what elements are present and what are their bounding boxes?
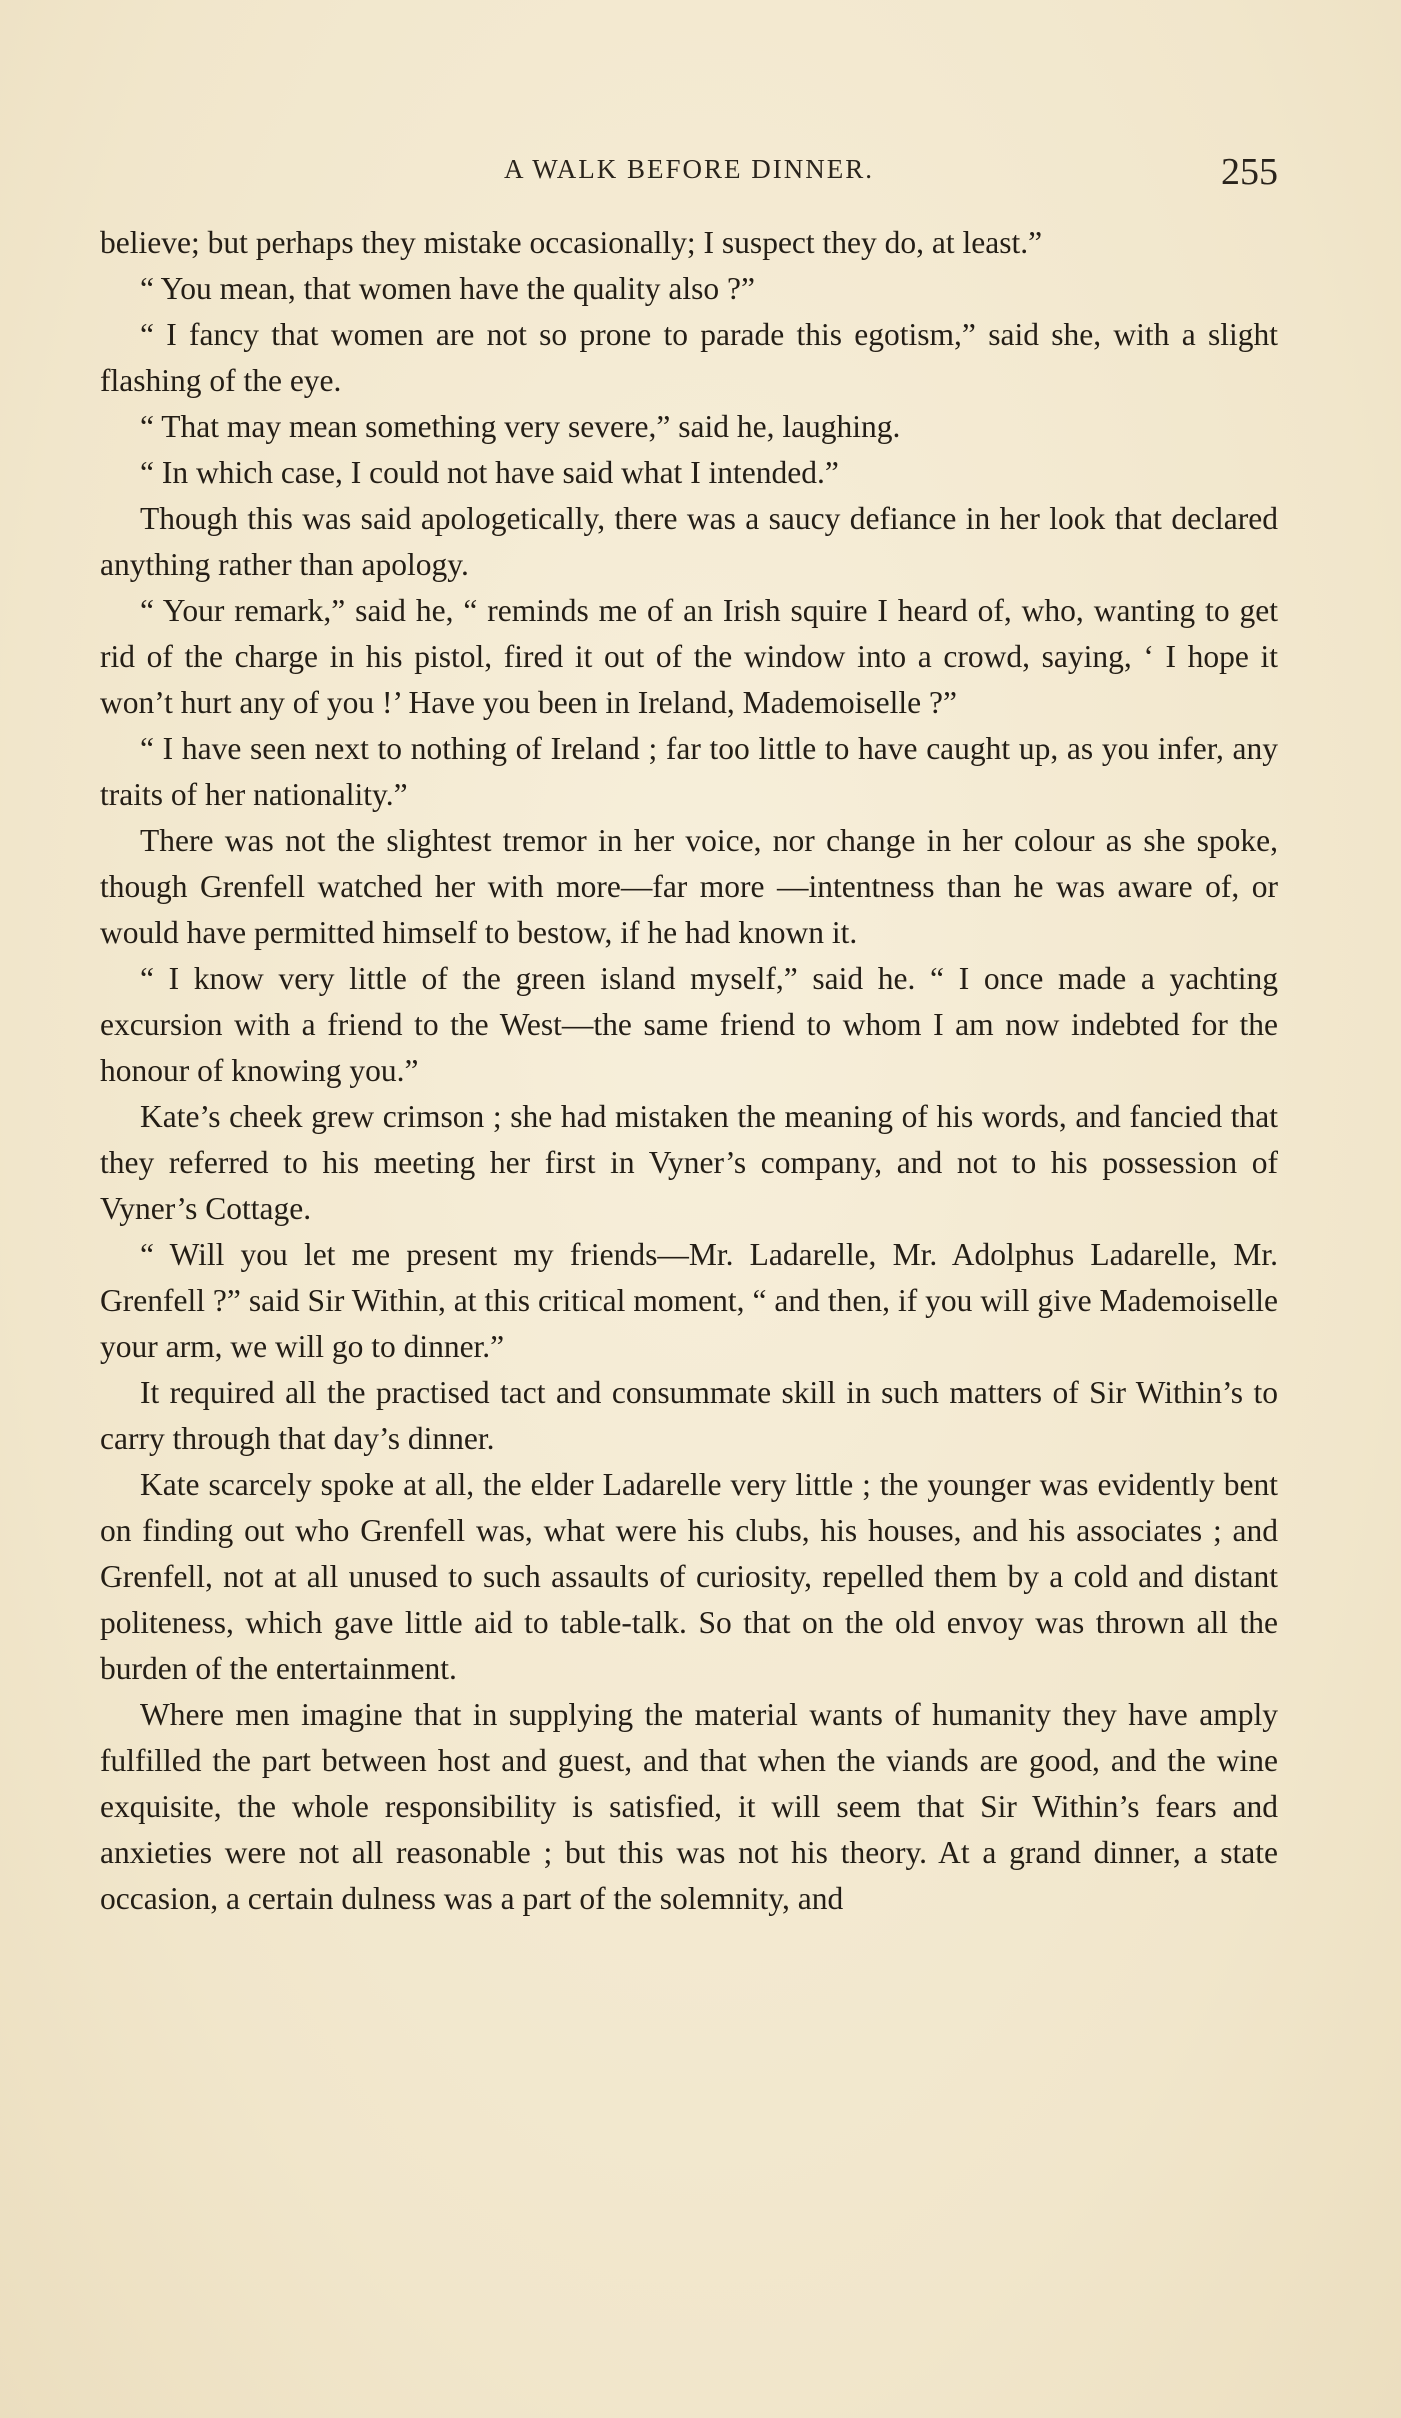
page-header xyxy=(100,150,1278,198)
paragraph: Kate scarcely spoke at all, the elder Ladarelle very little ; the younger was evidently bent on finding out who Grenfell was, what were his clubs, his houses, and his associates ; and Grenfell, not at all unused to such assaults of curiosity, repelled them by a cold and distant politeness, which gave little aid to table-talk. So that on the old envoy was thrown all the burden of the entertainment. xyxy=(100,1467,1278,1686)
paragraph: “ You mean, that women have the quality also ?” xyxy=(140,271,755,306)
paragraph: “ Will you let me present my friends—Mr. Ladarelle, Mr. Adolphus Ladarelle, Mr. Grenfell ?” said Sir Within, at this critical moment, “ and then, if you will give Mademoiselle your arm, we will go to dinner.” xyxy=(100,1237,1278,1364)
paragraph: believe; but perhaps they mistake occasionally; I suspect they do, at least.” xyxy=(100,225,1043,260)
paragraph: “ Your remark,” said he, “ reminds me of an Irish squire I heard of, who, wanting to get rid of the charge in his pistol, fired it out of the window into a crowd, saying, ‘ I hope it won’t hurt any of you !’ Have you been in Ireland, Mademoiselle ?” xyxy=(100,593,1278,720)
page-number: 255 xyxy=(1221,151,1278,193)
paragraph: There was not the slightest tremor in her voice, nor change in her colour as she spoke, though Grenfell watched her with more—far more —intentness than he was aware of, or would have permitted himself to bestow, if he had known it. xyxy=(100,823,1278,950)
paragraph: It required all the practised tact and consummate skill in such matters of Sir Within’s to carry through that day’s dinner. xyxy=(100,1375,1278,1456)
paragraph: “ I have seen next to nothing of Ireland ; far too little to have caught up, as you infer, any traits of her nationality.” xyxy=(100,731,1278,812)
paragraph: “ In which case, I could not have said what I intended.” xyxy=(140,455,839,490)
paragraph: “ I know very little of the green island myself,” said he. “ I once made a yachting excursion with a friend to the West—the same friend to whom I am now indebted for the honour of knowing you.” xyxy=(100,961,1278,1088)
paragraph: Where men imagine that in supplying the material wants of humanity they have amply fulfilled the part between host and guest, and that when the viands are good, and the wine exquisite, the whole responsibility is satisfied, it will seem that Sir Within’s fears and anxieties were not all reasonable ; but this was not his theory. At a grand dinner, a state occasion, a certain dulness was a part of the solemnity, and xyxy=(100,1697,1278,1916)
running-head: A WALK BEFORE DINNER. xyxy=(503,154,874,184)
paragraph: Though this was said apologetically, there was a saucy defiance in her look that declared anything rather than apology. xyxy=(100,501,1278,582)
paragraph: Kate’s cheek grew crimson ; she had mistaken the meaning of his words, and fancied that they referred to his meeting her first in Vyner’s company, and not to his possession of Vyner’s Cottage. xyxy=(100,1099,1278,1226)
paragraph: “ I fancy that women are not so prone to parade this egotism,” said she, with a slight flashing of the eye. xyxy=(100,317,1278,398)
paragraph: “ That may mean something very severe,” said he, laughing. xyxy=(140,409,901,444)
body-text xyxy=(100,220,1278,1922)
